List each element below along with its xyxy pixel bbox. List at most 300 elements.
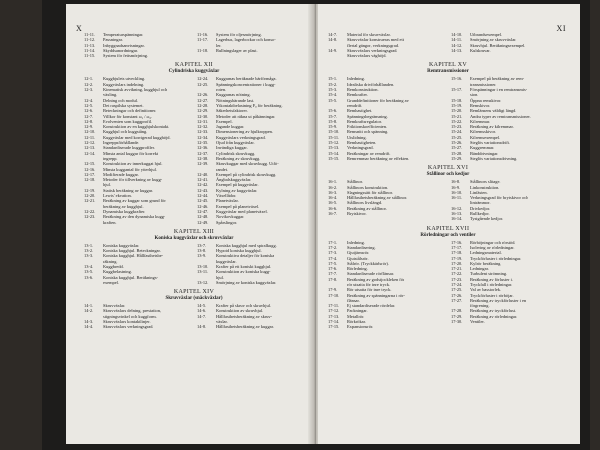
entry-number: 17-25. (451, 287, 463, 293)
entry-number: 12-49. (197, 219, 209, 225)
entry-number: 13-12. (197, 279, 209, 285)
entry-title: Skruvväxlars kontaktlinjer. (103, 319, 151, 325)
entry-number: 16-9. (451, 184, 461, 190)
entry-column (197, 243, 304, 285)
entry-title: linträmmor. (470, 200, 491, 206)
entry-number: 12-39. (197, 161, 209, 167)
entry-number: 17-26. (451, 292, 463, 298)
entry-number: 11-11. (84, 32, 96, 37)
entry-number: 17-21. (451, 266, 463, 272)
entry-title: Konstruktion av koniska kugg- (216, 269, 271, 275)
entry-number: 14-7. (197, 313, 207, 319)
entry-title: Hypoid koniska kugghjul. (216, 248, 262, 254)
entry-title: Planetväxlar. (216, 198, 239, 204)
entry-title: Kuggväxlar med korrigerad kugghöjd. (103, 134, 171, 140)
entry-number: 12-19. (84, 187, 96, 193)
entry-number: 12-3. (84, 87, 94, 93)
entry-title: Koniska kuggväxlar. (103, 242, 140, 248)
entry-number: 14-7. (328, 32, 338, 37)
entry-column (328, 179, 445, 221)
entry-title: Stållinors livslängd. (347, 200, 383, 206)
entry-title: Smörjning av skruvväxlar. (470, 37, 517, 43)
entry-title: Metoder att räkna ut påkänningar. (216, 113, 276, 119)
chapter-entries (328, 179, 568, 221)
entry-title: Skyddsanordningar. (103, 47, 139, 53)
entry-title: Ängbalskuggväxlar. (216, 177, 252, 183)
entry-title: Beräkning av tryckförluster i en (470, 297, 527, 303)
entry-title: Kylning av kuggväxlar. (216, 187, 258, 193)
entry-number: 14-8. (328, 37, 338, 43)
entry-number: 12-32. (197, 124, 209, 130)
entry-number: 12-4. (84, 97, 94, 103)
entry-number: 13-7. (197, 242, 207, 248)
entry-title: Förspänningar i en remtransmis- (470, 87, 528, 93)
entry-title: Rullningslager av plast. (216, 47, 258, 53)
top-entries (328, 32, 568, 58)
entry-number: 12-30. (197, 113, 209, 119)
entry-title: System för fettsmörjning. (103, 53, 148, 59)
toc-entry (84, 280, 191, 285)
entry-number: 14-13. (451, 47, 463, 53)
entry-number: 12-26. (197, 92, 209, 98)
entry-number: 12-22. (84, 208, 96, 214)
entry-number: 13-4. (84, 263, 94, 269)
entry-number: 15-2. (328, 81, 338, 87)
entry-title: Lagerhus, lagerbockar och konso- (216, 37, 276, 43)
entry-number: 14-3. (84, 319, 94, 325)
entry-number: 16-2. (328, 184, 338, 190)
entry-title: Remhastigheten. (347, 140, 377, 146)
chapter-title: Koniska kuggväxlar och skruvväxlar (154, 235, 234, 241)
entry-title: Dynamiska kuggkrafter. (103, 208, 146, 214)
entry-column (451, 240, 568, 330)
entry-title: Kulskruvar. (470, 47, 491, 53)
entry-title: Beräkning av kilremmar. (470, 124, 514, 130)
entry-number: 15-22. (451, 118, 463, 124)
entry-number: 12-42. (197, 182, 209, 188)
entry-title: Spårslingor. (216, 219, 238, 225)
entry-number: 12-18. (84, 177, 96, 183)
entry-number: 12-10. (84, 129, 96, 135)
entry-title: Rörböjningar och rörstöd. (470, 239, 516, 245)
entry-title: Minsta kuggantal för ytterhjul. (103, 166, 157, 172)
entry-title: Rullkedjor. (470, 211, 490, 217)
entry-number: 17-11. (328, 303, 340, 309)
entry-title: Expansionsrör. (347, 324, 374, 330)
toc-entry (197, 48, 304, 53)
entry-number: 12-46. (197, 203, 209, 209)
entry-title: Remkraftsregulator. (347, 118, 382, 124)
entry-title: Ingreppsförhållande. (103, 140, 140, 146)
entry-title: Spänningsbegränsning. (347, 113, 388, 119)
entry-title: Tryckförluster i rörledningar. (470, 255, 522, 261)
right-page (318, 4, 580, 444)
entry-number: 13-3. (84, 253, 94, 259)
entry-number: 12-28. (197, 102, 209, 108)
entry-title: Koniska kugghjul med spiralkugg. (216, 242, 277, 248)
entry-number: 15-15. (328, 155, 340, 161)
entry-number: 17-20. (451, 260, 463, 266)
entry-title: Remremmar beräkning av effekten. (347, 155, 410, 161)
entry-number: 15-9. (328, 124, 338, 130)
entry-number: 13-11. (197, 269, 209, 275)
entry-number: 12-35. (197, 140, 209, 146)
entry-number: 16-12. (451, 205, 463, 211)
entry-title: Exempel på planetväxel. (216, 203, 260, 209)
toc-entry (84, 220, 191, 225)
entry-number: 15-1. (328, 76, 338, 82)
entry-title: kuggväxlar. (216, 258, 237, 264)
entry-title: Stållinors konstruktion. (347, 184, 389, 190)
entry-title: Remkonstruktion. (347, 87, 379, 93)
entry-title: Exempel på beräkning av rem- (470, 76, 525, 82)
entry-title: Skruvväxlars verkningsgrad. (103, 324, 154, 330)
entry-title: System för oljesmörjning. (216, 32, 262, 37)
entry-title: Cylindrisk skruvkugg. (216, 150, 256, 156)
entry-number: 13-6. (84, 274, 94, 280)
entry-title: Skruvväxlars väghöjd. (347, 53, 387, 59)
entry-number: 16-8. (451, 179, 461, 185)
entry-title: Jagande kuggar. (216, 124, 245, 130)
entry-title: flertal gängor, verkningsgrad. (347, 42, 400, 48)
entry-title: Kuggväxlar med planetväxel. (216, 208, 268, 214)
entry-number: 14-8. (197, 324, 207, 330)
entry-title: Beräkning av skruvkugg. (216, 155, 261, 161)
entry-title: Ventiler. (470, 319, 485, 325)
entry-title: Utslidning. (347, 134, 367, 140)
entry-number: 12-24. (197, 76, 209, 82)
entry-number: 14-4. (84, 324, 94, 330)
entry-title: Skruvväxlars verkningsgrad. (347, 47, 398, 53)
entry-number (84, 220, 103, 225)
entry-title: Evolventen som kuggprofil. (103, 118, 153, 124)
entry-number: 16-5. (328, 200, 338, 206)
entry-number: 13-8. (197, 248, 207, 254)
entry-number: 14-1. (84, 303, 94, 309)
entry-title: Tystgående kedjor. (470, 216, 504, 222)
chapter-section (328, 165, 568, 221)
entry-number: 12-40. (197, 171, 209, 177)
entry-number: 17-19. (451, 255, 463, 261)
entry-title: Kuggväxlars verkningsgrad. (216, 134, 266, 140)
entry-column (84, 303, 191, 329)
entry-title: Stållinors slitage. (470, 179, 501, 185)
entry-title: Novikovkuggar. (216, 214, 245, 220)
chapter-title: Remtransmissioner (427, 69, 469, 75)
entry-title: Exempel. (216, 118, 233, 124)
entry-number: 17-22. (451, 271, 463, 277)
entry-number (328, 53, 347, 58)
entry-number: 14-10. (451, 32, 463, 37)
entry-number: 15-13. (328, 145, 340, 151)
entry-column (84, 32, 191, 58)
chapter-heading: KAPITEL XVII (426, 225, 470, 232)
entry-number: 15-11. (328, 134, 340, 140)
entry-number: 14-12. (451, 42, 463, 48)
entry-number: 15-8. (328, 118, 338, 124)
entry-title: Idealiska drivförhållanden. (347, 81, 395, 87)
entry-title: Beräkning av godstjockleken för (347, 276, 405, 282)
entry-number: 15-12. (328, 140, 340, 146)
entry-title: Val av basstorlek. (470, 287, 502, 293)
entry-title: Remhastighet. (347, 108, 373, 114)
entry-number: 13-2. (84, 248, 94, 254)
entry-number: 13-9. (197, 253, 207, 259)
entry-title: Utbrandsexempel. (470, 32, 503, 37)
entry-number: 14-11. (451, 37, 463, 43)
entry-number: 15-24. (451, 129, 463, 135)
entry-number: 15-4. (328, 92, 338, 98)
entry-title: Villkor för konstant ω₁ / ω₂. (103, 113, 153, 119)
entry-number: 15-25. (451, 134, 463, 140)
entry-number: 16-7. (328, 211, 338, 217)
entry-number: 12-20. (84, 193, 96, 199)
entry-number: 17-14. (328, 319, 340, 325)
entry-title: Smörjning av koniska kuggväxlar. (216, 279, 277, 285)
entry-number: 11-18. (197, 47, 209, 53)
entry-number: 15-26. (451, 140, 463, 146)
entry-number: 15-17. (451, 87, 463, 93)
chapter-entries (84, 76, 304, 224)
chapter-heading: KAPITEL XII (175, 62, 213, 69)
chapter-section (84, 62, 304, 224)
entry-title: Dimensionering av hjulkroppen. (216, 129, 273, 135)
entry-number: 15-21. (451, 113, 463, 119)
entry-number: 15-19. (451, 102, 463, 108)
entry-title: Inbyggnadsanvisningar. (103, 42, 145, 48)
entry-number: 12-23. (84, 214, 96, 220)
chapter-section (84, 289, 304, 329)
chapter-section (328, 226, 568, 330)
entry-title: växlar. (216, 319, 228, 325)
entry-title: Konstruktion av skruvhjul. (216, 308, 264, 314)
entry-title: Krafter på ett koniskt kugghjul. (216, 263, 272, 269)
entry-title: Skruvväxlars delning, prestation, (103, 308, 162, 314)
entry-number: 16-1. (328, 179, 338, 185)
entry-number: 16-10. (451, 189, 463, 195)
entry-number: 16-13. (451, 211, 463, 217)
entry-column (451, 32, 568, 58)
entry-number: 12-15. (84, 161, 96, 167)
entry-title: Verkningsgrad. (347, 145, 374, 151)
entry-title: Spänningskoncentrationer i kugg- (216, 81, 276, 87)
entry-number: 12-25. (197, 81, 209, 87)
entry-number: 17-18. (451, 250, 463, 256)
entry-column (197, 303, 304, 329)
entry-title: Koniska kugghjul. Hållfasthetsbe- (103, 253, 164, 259)
entry-title: Växellådor. (216, 193, 237, 199)
entry-title: ler. (216, 42, 222, 48)
entry-number: 17-12. (328, 308, 340, 314)
entry-number: 17-23. (451, 276, 463, 282)
entry-number: 12-47. (197, 208, 209, 214)
entry-number: 17-17. (451, 244, 463, 250)
entry-title: Skruvväxlar. (103, 303, 126, 309)
entry-number: 11-15. (84, 53, 96, 59)
entry-title: Kuggbredd. (103, 263, 124, 269)
chapter-entries (328, 240, 568, 330)
entry-number: 15-3. (328, 87, 338, 93)
entry-title: Lewis' ekvation. (103, 193, 132, 199)
entry-number: 12-36. (197, 145, 209, 151)
entry-title: Remskivor. (470, 102, 491, 108)
entry-title: Andra typer av remtransmissioner. (470, 113, 531, 119)
entry-title: Beräkning av spänningarna i rör- (347, 292, 405, 298)
entry-title: Hållfasthetsberäkning av skruv- (216, 313, 273, 319)
entry-title: Metoder för tillverkning av kugg- (103, 177, 163, 183)
toc-entry (451, 216, 568, 221)
entry-title: Ej standardiserade rördelar. (347, 303, 396, 309)
entry-number: 12-2. (84, 81, 94, 87)
entry-title: Metallrör. (347, 313, 365, 319)
entry-number: 15-20. (451, 108, 463, 114)
entry-number: 17-1. (328, 239, 338, 245)
entry-title: Remkrafter. (347, 92, 368, 98)
chapter-section (328, 62, 568, 161)
entry-number: 17-24. (451, 281, 463, 287)
entry-number: 12-37. (197, 150, 209, 156)
entry-title: kraften. (103, 219, 117, 225)
entry-title: Konstruktion av en kugghjulskontakt. (103, 124, 170, 130)
entry-title: Exempel på kuggväxlar. (216, 182, 259, 188)
entry-title: Säkerhetsfaktorer. (216, 108, 248, 114)
entry-title: Skruvkuggar med skruvkugg. Utfö- (216, 161, 279, 167)
entry-column (328, 32, 445, 58)
entry-title: Ledningar. (470, 266, 489, 272)
entry-number: 12-45. (197, 198, 209, 204)
entry-number: 12-13. (84, 145, 96, 151)
toc-entry (197, 220, 304, 225)
entry-title: Slagningssätt för stållinor. (347, 189, 393, 195)
entry-number: 12-29. (197, 108, 209, 114)
entry-title: Standardiserade rörflänsar. (347, 271, 395, 277)
entry-title: Konstruktion av innerkuggat hjul. (103, 161, 163, 167)
entry-number: 15-5. (328, 97, 338, 103)
chapter-title: Cylindriska kuggväxlar (168, 69, 220, 75)
entry-number: 17-28. (451, 308, 463, 314)
entry-title: Steglös variationsdrift. (470, 140, 510, 146)
entry-number: 12-9. (84, 124, 94, 130)
entry-number: 17-2. (328, 244, 338, 250)
entry-title: Invändiga kuggar. (216, 145, 248, 151)
entry-title: Krafter på skruv och skruvhjul. (216, 303, 271, 309)
entry-title: Standardisering. (347, 244, 376, 250)
entry-number: 12-1. (84, 76, 94, 82)
toc-entry (328, 324, 445, 329)
entry-number: 12-16. (84, 166, 96, 172)
entry-number: 15-6. (328, 108, 338, 114)
entry-number: 17-10. (328, 292, 340, 298)
entry-title: flänsar. (347, 297, 360, 303)
entry-number: 13-10. (197, 263, 209, 269)
entry-title: Skruvhjul. Beräkningsexempel. (470, 42, 526, 48)
entry-title: exempel. (103, 279, 119, 285)
toc-entry (197, 280, 304, 285)
chapter-title: Rörledningar och ventiler (420, 232, 476, 238)
entry-title: Minsta antal kuggar för korrekt (103, 150, 159, 156)
entry-number: 11-16. (197, 32, 209, 37)
entry-title: Gjutstålsrör. (347, 255, 369, 261)
entry-number: 15-14. (328, 150, 340, 156)
chapter-heading: KAPITEL XIII (173, 228, 215, 235)
entry-number (84, 280, 103, 285)
entry-title: Rör utsatta för inre tryck. (347, 287, 392, 293)
entry-number: 12-38. (197, 155, 209, 161)
entry-number: 17-30. (451, 319, 463, 325)
entry-title: Isolering av rörledningar. (470, 244, 515, 250)
entry-number: 12-6. (84, 108, 94, 114)
page-number: XI (556, 24, 566, 33)
entry-title: Remsnitt och spänning. (347, 129, 389, 135)
entry-title: Rörledning. (347, 266, 368, 272)
entry-title: Beräkning av stållinor. (347, 205, 387, 211)
entry-title: Hållfasthetsberäkning av kuggar. (216, 324, 274, 330)
entry-number: 11-14. (84, 47, 96, 53)
entry-number: 15-27. (451, 145, 463, 151)
entry-title: beräkning av kugghjul. (103, 203, 144, 209)
entry-number: 11-17. (197, 37, 209, 43)
toc-entry (328, 156, 445, 161)
entry-title: Beräkning av förluster i. (470, 276, 513, 282)
left-page (66, 4, 312, 444)
entry-title: Brytskivor. (347, 211, 367, 217)
entry-number: 13-5. (84, 269, 94, 275)
entry-number: 12-17. (84, 171, 96, 177)
entry-number: 16-6. (328, 205, 338, 211)
entry-column (84, 76, 191, 224)
entry-title: Tryckfall i rörledningar. (470, 281, 513, 287)
entry-title: hjul. (216, 274, 224, 280)
entry-title: Stålrör. (Tryckkärlsrör). (347, 260, 389, 266)
entry-title: Stållinor. (347, 179, 363, 185)
entry-title: Remlänsens väldigt längd. (470, 108, 517, 114)
entry-column (451, 179, 568, 221)
entry-title: Ledningsmaterial. (470, 250, 502, 256)
toc-entry (84, 53, 191, 58)
entry-number: 17-7. (328, 271, 338, 277)
page-number: X (76, 24, 83, 33)
entry-title: Modifierade kuggar. (103, 171, 139, 177)
entry-number: 15-23. (451, 124, 463, 130)
entry-number: 11-13. (84, 42, 96, 48)
entry-title: Gjutjärnsrör. (347, 250, 370, 256)
entry-number: 12-8. (84, 118, 94, 124)
entry-title: Kuggbelastning. (103, 269, 132, 275)
entry-title: Beräkning av tryckförlust. (470, 308, 517, 314)
entry-title: Steglös variationsdrivning. (470, 155, 518, 161)
entry-title: Passningar. (103, 37, 123, 43)
entry-title: Det raspilska systemet. (103, 102, 144, 108)
entry-title: rör utsatta för inre tryck. (347, 281, 391, 287)
chapter-title: Skruvväxlar (snäckväxlar) (165, 296, 223, 302)
entry-number: 16-3. (328, 189, 338, 195)
toc-entry (451, 319, 568, 324)
chapter-entries (84, 243, 304, 285)
entry-title: Beräkningar av remdrift. (347, 150, 391, 156)
entry-title: Ytkontaktbelastning Fᵤ för beräkning. (216, 102, 283, 108)
entry-title: ingrepp. (103, 155, 118, 161)
entry-title: Delning och modul. (103, 97, 138, 103)
entry-title: Beräkning av rörledningar. (470, 313, 518, 319)
toc-entry (451, 48, 568, 53)
entry-number: 17-9. (328, 287, 338, 293)
entry-number: 15-18. (451, 97, 463, 103)
entry-number: 12-11. (84, 134, 96, 140)
entry-title: Beräkning av den dynamiska kugg- (103, 214, 166, 220)
entry-title: Kuggväxlars indelning. (103, 81, 145, 87)
entry-number: 16-4. (328, 195, 338, 201)
entry-number: 17-15. (328, 324, 340, 330)
